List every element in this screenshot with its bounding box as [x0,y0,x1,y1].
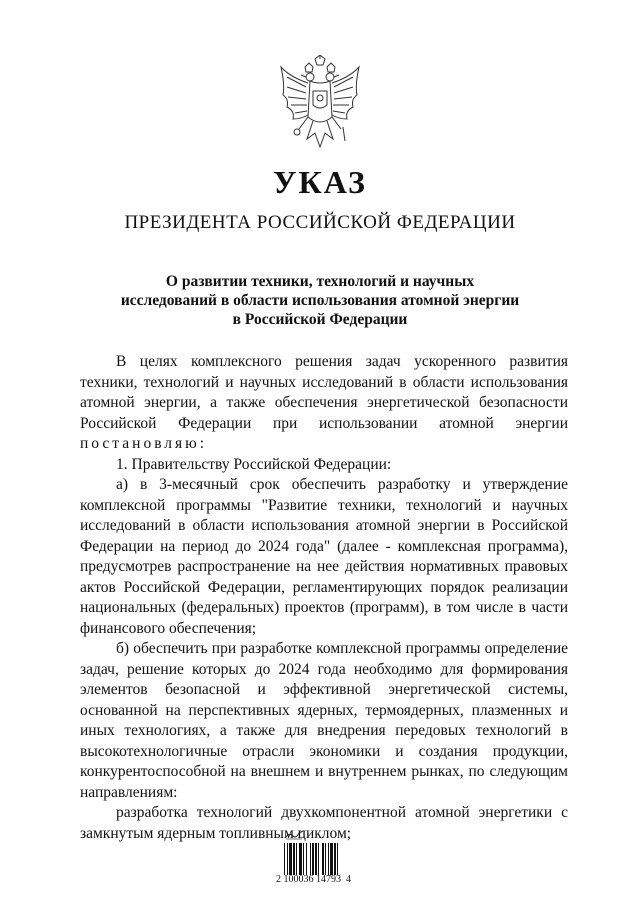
decree-heading [100,272,540,329]
barcode-bar [312,843,314,875]
barcode-bar [284,843,285,875]
barcode-bar [334,843,336,875]
document-title: УКАЗ [273,164,367,200]
heading-line: в Российской Федерации [232,311,408,328]
barcode-bar [296,843,297,875]
heading-line: О развитии техники, технологий и научных [165,273,475,290]
clause-1a: а) в 3-месячный срок обеспечить разработку и утверждение комплексной программы "Развитие техники, технологий и научных исследований в области использования атомной энергии в Российской Федерации на период до 2024 года" (далее - комплексная программа), предусмотрев распространение на нее действия нормативных правовых актов Российской Федерации, регламентирующих порядок реализации национальных (федеральных) проектов (программ), в том числе в части финансового обеспечения; [80,476,568,637]
barcode-bar [337,843,338,875]
decree-body [80,352,568,844]
barcode-icon [284,843,356,875]
barcode-bar [310,843,311,875]
intro-paragraph [80,352,568,455]
barcode-bar [306,843,307,875]
clause-1: 1. Правительству Российской Федерации: [116,455,392,473]
barcode-bar [287,843,288,875]
barcode-bar [293,843,295,875]
decree-word: постановляю: [80,435,208,452]
barcode-bar [322,843,324,875]
intro-text: В целях комплексного решения задач ускоренного развития техники, технологий и научных исследований в области использования атомной энергии, а также обеспечения энергетической безопасности Российской Федерации при использовании атомной энергии [80,353,568,432]
coat-of-arms-emblem [275,55,365,155]
barcode-bar [328,843,329,875]
clause-1b-item-1: разработка технологий двухкомпонентной атомной энергетики с замкнутым ядерным топливным циклом; [80,804,568,842]
document-subtitle: ПРЕЗИДЕНТА РОССИЙСКОЙ ФЕДЕРАЦИИ [124,212,516,233]
barcode-bar [318,843,319,875]
barcode-bar [303,843,304,875]
heading-line: исследований в области использования атомной энергии [120,292,520,309]
barcode-bar [299,843,302,875]
barcode-bar [315,843,317,875]
barcode-bar [325,843,326,875]
pen-signature-icon [284,830,304,840]
barcode-bar [330,843,333,875]
barcode-bar [289,843,292,875]
barcode-number: 2 100036 14793 4 [276,874,351,885]
clause-1b: б) обеспечить при разработке комплексной программы определение задач, решение которых до 2024 года необходимо для формирования элементов безопасной и эффективной энергетической системы, основанной на перспективных ядерных, термоядерных, плазменных и иных технологиях, а также для внедрения передовых технологий в высокотехнологичные отрасли экономики и создания продукции, конкурентоспособной на внешнем и внутреннем рынках, по следующим направлениям: [80,640,568,801]
